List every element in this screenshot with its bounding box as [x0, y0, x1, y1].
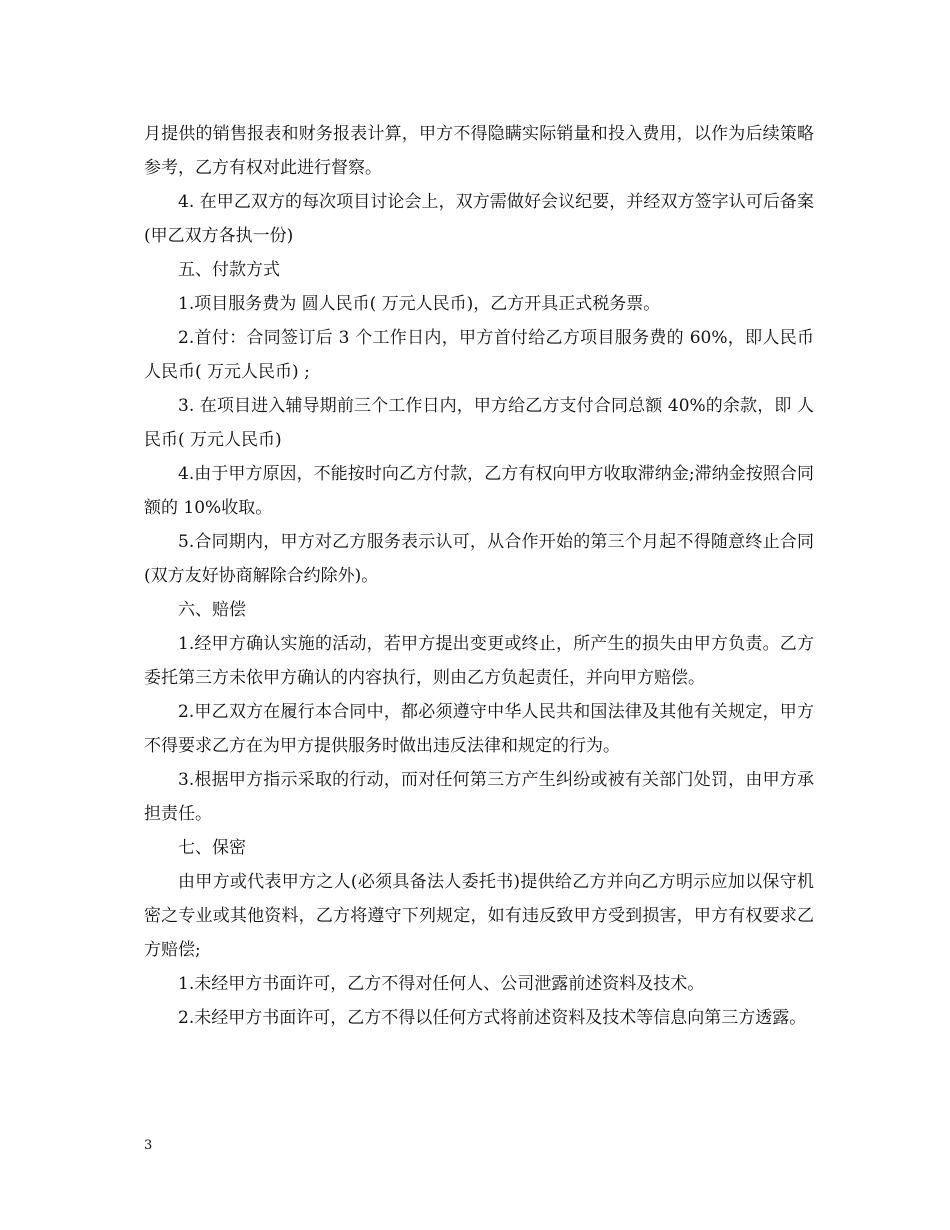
paragraph-compensation-2: 2.甲乙双方在履行本合同中，都必须遵守中华人民共和国法律及其他有关规定，甲方不得要求乙方在为甲方提供服务时做出违反法律和规定的行为。: [144, 702, 814, 756]
paragraph-payment-1: 1.项目服务费为 圆人民币( 万元人民币)，乙方开具正式税务票。: [178, 294, 661, 314]
paragraph-continuation: 月提供的销售报表和财务报表计算，甲方不得隐瞒实际销量和投入费用，以作为后续策略参考，乙方有权对此进行督察。: [144, 124, 814, 178]
paragraph-payment-3: 3. 在项目进入辅导期前三个工作日内，甲方给乙方支付合同总额 40%的余款，即 人民币( 万元人民币): [144, 396, 814, 450]
paragraph-clause-4: 4. 在甲乙双方的每次项目讨论会上，双方需做好会议纪要，并经双方签字认可后备案(甲乙双方各执一份): [144, 192, 814, 246]
paragraph-payment-4: 4.由于甲方原因，不能按时向乙方付款，乙方有权向甲方收取滞纳金;滞纳金按照合同额的 10%收取。: [144, 464, 814, 518]
page-number: 3: [144, 1138, 153, 1153]
paragraph-confidentiality-2: 2.未经甲方书面许可，乙方不得以任何方式将前述资料及技术等信息向第三方透露。: [178, 1008, 807, 1028]
paragraph-confidentiality-1: 1.未经甲方书面许可，乙方不得对任何人、公司泄露前述资料及技术。: [178, 974, 705, 994]
document-body: [144, 117, 814, 1035]
paragraph-confidentiality-intro: 由甲方或代表甲方之人(必须具备法人委托书)提供给乙方并向乙方明示应加以保守机密之专业或其他资料，乙方将遵守下列规定，如有违反致甲方受到损害，甲方有权要求乙方赔偿;: [144, 872, 814, 960]
paragraph-payment-5: 5.合同期内，甲方对乙方服务表示认可，从合作开始的第三个月起不得随意终止合同(双方友好协商解除合约除外)。: [144, 532, 814, 586]
paragraph-payment-2: 2.首付：合同签订后 3 个工作日内，甲方首付给乙方项目服务费的 60%，即人民币 人民币( 万元人民币) ;: [144, 328, 814, 382]
paragraph-compensation-1: 1.经甲方确认实施的活动，若甲方提出变更或终止，所产生的损失由甲方负责。乙方委托第三方未依甲方确认的内容执行，则由乙方负起责任，并向甲方赔偿。: [144, 634, 814, 688]
section-heading-confidentiality: 七、保密: [178, 838, 246, 858]
section-heading-compensation: 六、赔偿: [178, 600, 246, 620]
paragraph-compensation-3: 3.根据甲方指示采取的行动，而对任何第三方产生纠纷或被有关部门处罚，由甲方承担责任。: [144, 770, 814, 824]
section-heading-payment: 五、付款方式: [178, 260, 280, 280]
